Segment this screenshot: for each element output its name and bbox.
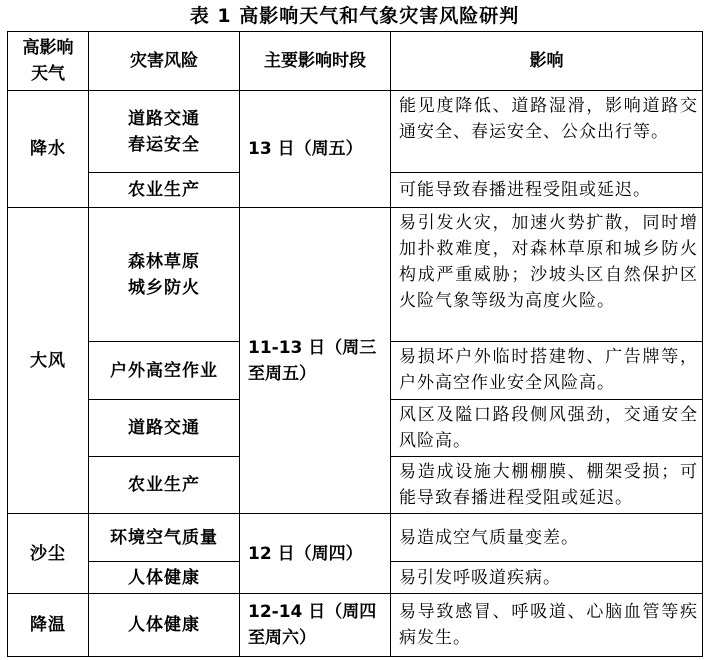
- impact-cell: 易引发呼吸道疾病。: [391, 562, 703, 594]
- period-cell: 12-14 日（周四至周六）: [240, 594, 391, 657]
- risk-cell: 人体健康: [89, 562, 240, 594]
- table-title: 表 1 高影响天气和气象灾害风险研判: [189, 5, 520, 27]
- weather-cell: 大风: [8, 208, 89, 514]
- table-row: [8, 594, 703, 657]
- risk-cell: 农业生产: [89, 457, 240, 514]
- table-row: [8, 91, 703, 173]
- table-row: [8, 514, 703, 562]
- period-cell: 12 日（周四）: [240, 514, 391, 594]
- impact-cell: 易损坏户外临时搭建物、广告牌等，户外高空作业安全风险高。: [391, 342, 703, 400]
- table-row: [8, 208, 703, 342]
- weather-cell: 沙尘: [8, 514, 89, 594]
- header-row: [8, 32, 703, 91]
- weather-cell: 降温: [8, 594, 89, 657]
- weather-cell: 降水: [8, 91, 89, 208]
- risk-cell: 道路交通: [89, 400, 240, 457]
- risk-cell: 道路交通 春运安全: [89, 91, 240, 173]
- risk-table: [7, 31, 703, 657]
- risk-cell: 森林草原 城乡防火: [89, 208, 240, 342]
- impact-cell: 可能导致春播进程受阻或延迟。: [391, 173, 703, 208]
- impact-cell: 风区及隘口路段侧风强劲，交通安全风险高。: [391, 400, 703, 457]
- header-risk: 灾害风险: [89, 32, 240, 91]
- impact-cell: 易引发火灾，加速火势扩散，同时增加扑救难度，对森林草原和城乡防火构成严重威胁；沙坡头区自然保护区火险气象等级为高度火险。: [391, 208, 703, 342]
- impact-cell: 易造成设施大棚棚膜、棚架受损；可能导致春播进程受阻或延迟。: [391, 457, 703, 514]
- header-period: 主要影响时段: [240, 32, 391, 91]
- period-cell: 13 日（周五）: [240, 91, 391, 208]
- risk-cell: 农业生产: [89, 173, 240, 208]
- period-cell: 11-13 日（周三至周五）: [240, 208, 391, 514]
- header-impact: 影响: [391, 32, 703, 91]
- risk-cell: 户外高空作业: [89, 342, 240, 400]
- impact-cell: 易导致感冒、呼吸道、心脑血管等疾病发生。: [391, 594, 703, 657]
- header-weather: 高影响 天气: [8, 32, 89, 91]
- impact-cell: 易造成空气质量变差。: [391, 514, 703, 562]
- risk-cell: 人体健康: [89, 594, 240, 657]
- risk-cell: 环境空气质量: [89, 514, 240, 562]
- impact-cell: 能见度降低、道路湿滑，影响道路交通安全、春运安全、公众出行等。: [391, 91, 703, 173]
